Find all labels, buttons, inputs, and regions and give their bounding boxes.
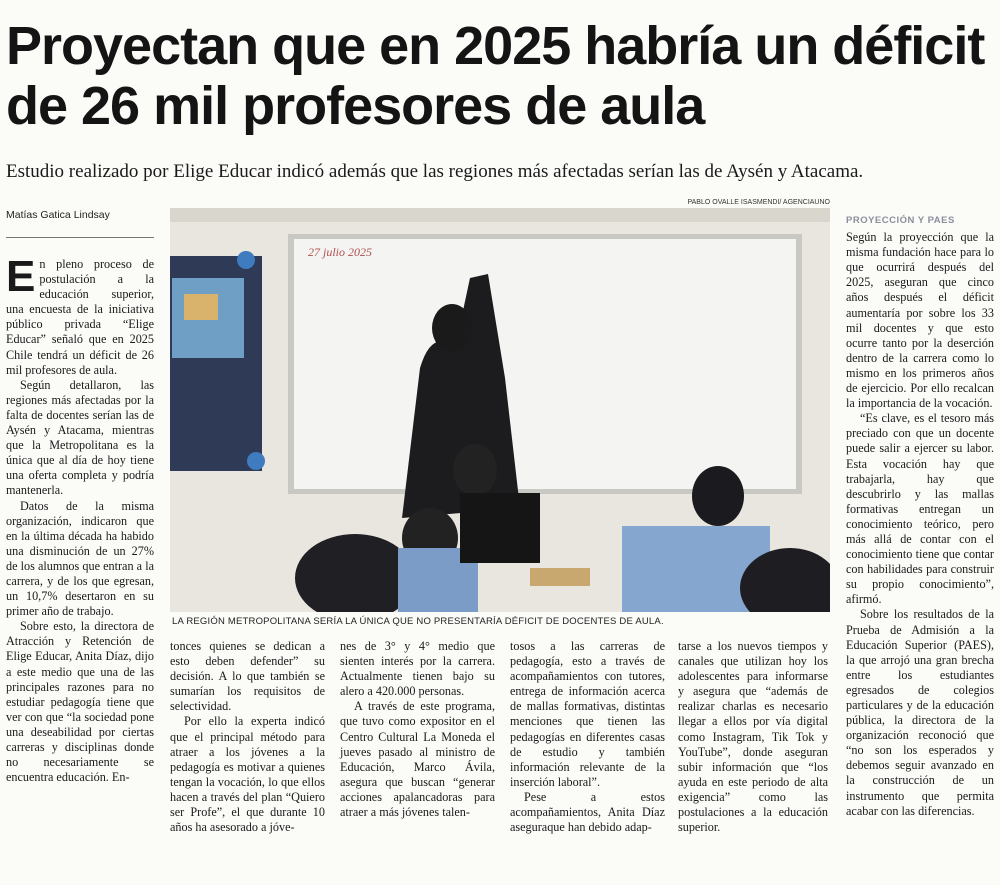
photo-map-land xyxy=(184,294,218,320)
article-column-1 xyxy=(6,252,154,785)
article-paragraph: Por ello la experta indicó que el principal método para atraer a los jóvenes a la pedagogía es motivar a quienes tengan la vocación, lo que ellos hacen a través del plan “Quiero ser Profe”, el que durante 10 años ha asesorado a jóve- xyxy=(170,714,325,835)
subheadline: Estudio realizado por Elige Educar indicó además que las regiones más afectadas serían las de Aysén y Atacama. xyxy=(6,161,864,182)
article-paragraph: Sobre esto, la directora de Atracción y Retención de Elige Educar, Anita Díaz, dijo a este medio que una de las principales razones para no estudiar pedagogía tiene que ver con que “la sociedad pone una deseabilidad por ciertas carreras y disciplinas donde no necesariamente se encuentra educación. En- xyxy=(6,619,154,785)
photo-teacher-head xyxy=(432,304,472,352)
photo-whiteboard xyxy=(294,239,796,489)
article-paragraph: Según detallaron, las regiones más afectadas por la falta de docentes serían las de Aysén y Atacama, mientras que la Metropolitana es la única que al día de hoy tiene una oferta completa y podría mantenerla. xyxy=(6,377,154,498)
byline-divider xyxy=(6,237,154,238)
photo-student-desk xyxy=(530,568,590,586)
article-paragraph: tosos a las carreras de pedagogía, esto a través de acompañamientos con tutores, entrega de información acerca de mallas formativas, distintas menciones que tienen las pedagogías en diferentes casas de estudio y también información relevante de la inserción laboral”. xyxy=(510,639,665,789)
article-paragraph: nes de 3° y 4° medio que sienten interés por la carrera. Actualmente tienen bajo su alero a 420.000 personas. xyxy=(340,639,495,699)
photo-board-writing: 27 julio 2025 xyxy=(308,245,373,259)
headline: Proyectan que en 2025 habría un déficit de 26 mil profesores de aula xyxy=(6,16,985,136)
classroom-photo xyxy=(170,208,830,612)
drop-cap: E xyxy=(6,252,36,301)
article-paragraph: “Es clave, es el tesoro más preciado con que un docente puede salir a ejercer su labor. Esta vocación hay que trabajarla, hay que descubrirlo y las mallas formativas entregan un conocimiento teórico, pero más allá de contar con el conocimiento tiene que contar con habilidades para construir su propio conocimiento”, afirmó. xyxy=(846,411,994,607)
article-column-4 xyxy=(510,639,665,835)
photo-flower-bottom xyxy=(247,452,265,470)
article-paragraph: tarse a los nuevos tiempos y canales que utilizan hoy los adolescentes para informarse y asegura que “además de realizar charlas es necesario llegar a ellos por vía digital como Instagram, Tik Tok y YouTube”, donde aseguran subir información que “los ayuda en este periodo de alta exigencia” como las postulaciones a la educación superior. xyxy=(678,639,828,835)
sidebar-column xyxy=(846,213,994,819)
photo-student-4 xyxy=(692,466,744,526)
photo-flower-top xyxy=(237,251,255,269)
article-paragraph: A través de este programa, que tuvo como expositor en el Centro Cultural La Moneda el jueves pasado al ministro de Educación, Marco Ávila, asegura que buscan “generar acciones apalancadoras para atraer a más jóvenes talen- xyxy=(340,699,495,820)
article-paragraph: En pleno proceso de postulación a la educación superior, una encuesta de la iniciativa público privada “Elige Educar” señaló que en 2025 Chile tendrá un déficit de 26 mil profesores de aula. xyxy=(6,252,154,377)
sidebar-heading: PROYECCIÓN Y PAES xyxy=(846,215,955,226)
photo-window-strip xyxy=(170,208,830,222)
article-column-3 xyxy=(340,639,495,820)
article-paragraph: Pese a estos acompañamientos, Anita Díaz aseguraque han debido adap- xyxy=(510,789,665,835)
article-paragraph: Según la proyección que la misma fundación hace para lo que ocurrirá después del 2025, aseguran que cinco años después el déficit aumentaría por sobre los 33 mil docentes y que esto ocurre tanto por la deserción dentro de la carrera como lo mismo en los primeros años de ejercicio. Por ello recalcan la importancia de la vocación. xyxy=(846,230,994,411)
article-paragraph: Datos de la misma organización, indicaron que en la última década ha habido una disminución de un 27% de los alumnos que entran a la carrera, y de los que egresan, un 10,7% desertaron en su primer año de trabajo. xyxy=(6,498,154,619)
article-paragraph: tonces quienes se dedican a esto deben defender” su decisión. A lo que también se sumarían los requisitos de selectividad. xyxy=(170,639,325,714)
byline: Matías Gatica Lindsay xyxy=(6,209,110,221)
photo-credit: PABLO OVALLE ISASMENDI/ AGENCIAUNO xyxy=(687,199,830,206)
article-column-5 xyxy=(678,639,828,835)
article-paragraph: Sobre los resultados de la Prueba de Admisión a la Educación Superior (PAES), la que arrojó una gran brecha entre los estudiantes egresados de colegios particulares y de la educación pública, la directora de la organización reconoció que “no son los esperados y debemos seguir avanzado en la construcción de un instrumento que permita acabar con las diferencias. xyxy=(846,607,994,818)
photo-caption: LA REGIÓN METROPOLITANA SERÍA LA ÚNICA QUE NO PRESENTARÍA DÉFICIT DE DOCENTES DE AULA. xyxy=(172,616,664,627)
photo-student-3 xyxy=(453,444,497,496)
photo-student-3-body xyxy=(460,493,540,563)
classroom-photo-illustration xyxy=(170,208,830,612)
article-column-2 xyxy=(170,639,325,835)
